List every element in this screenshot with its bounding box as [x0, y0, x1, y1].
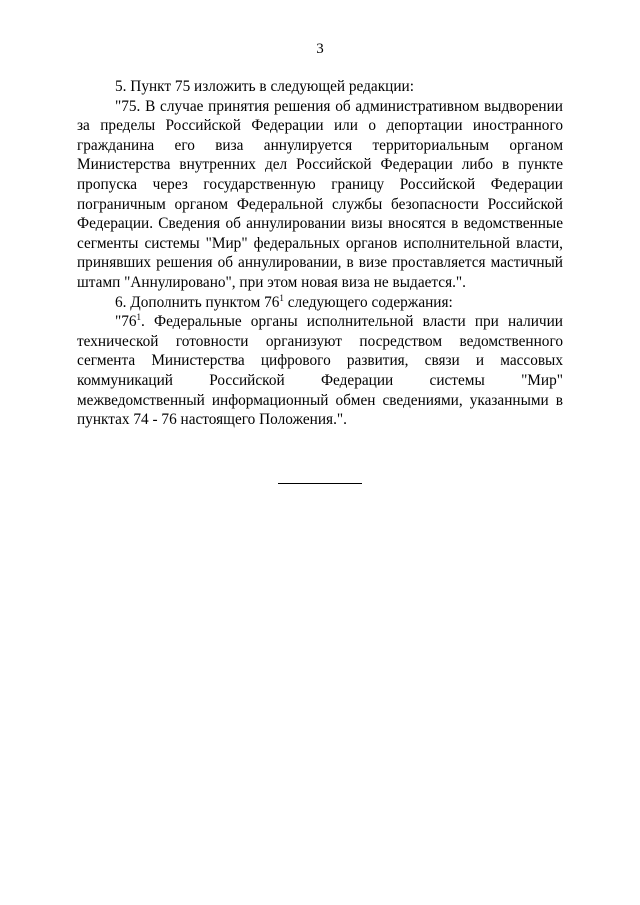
superscript-marker: 1	[136, 312, 142, 323]
page-number: 3	[316, 41, 324, 57]
document-body	[77, 77, 563, 430]
paragraph-item-5: 5. Пункт 75 изложить в следующей редакции:	[115, 78, 414, 95]
clause-76-1-number: "76	[115, 313, 137, 331]
paragraph-clause-75: "75. В случае принятия решения об административном выдворении за пределы Российской Федерации или о депортации иностранного гражданина его виза аннулируется территориальным органом Министерства внутренних дел Российской Федерации либо в пункте пропуска через государственную границу Российской Федерации пограничным органом Федеральной службы безопасности Российской Федерации. Сведения об аннулировании визы вносятся в ведомственные сегменты системы "Мир" федеральных органов исполнительной власти, принявших решения об аннулировании, в визе проставляется мастичный штамп "Аннулировано", при этом новая виза не выдается.".	[77, 97, 563, 291]
superscript-marker: 1	[279, 292, 284, 303]
paragraph-clause-76-1	[77, 312, 563, 430]
paragraph-item-6-text: 6. Дополнить пунктом 76	[115, 293, 280, 311]
paragraph-item-6-tail: следующего содержания:	[283, 293, 453, 311]
clause-76-1-text: . Федеральные органы исполнительной власти при наличии технической готовности организуют посредством ведомственного сегмента Министерства цифрового развития, связи и массовых коммуникаций Российской Федерации системы "Мир" межведомственный информационный обмен сведениями, указанными в пунктах 74 - 76 настоящего Положения.".	[77, 313, 563, 429]
paragraph-item-6	[77, 293, 563, 313]
end-rule-divider	[278, 483, 362, 484]
